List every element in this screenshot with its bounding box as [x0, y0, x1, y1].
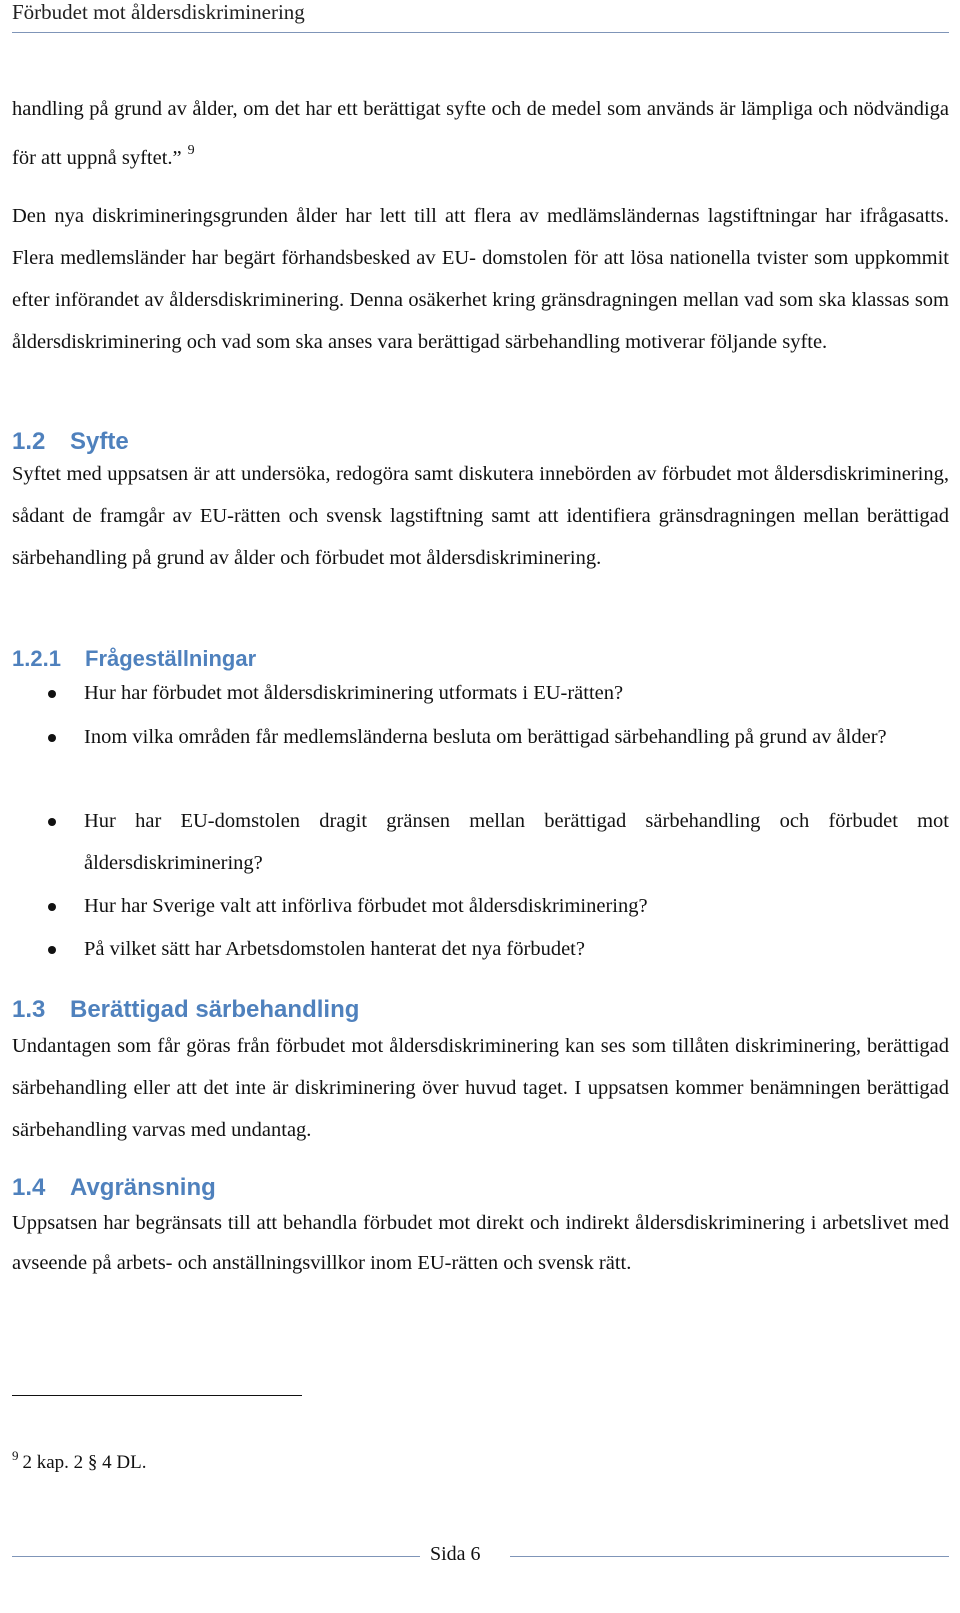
- section-number: 1.4: [12, 1174, 46, 1201]
- avgransning-paragraph: Uppsatsen har begränsats till att behandla förbudet mot direkt och indirekt åldersdiskriminering i arbetslivet med avseende på arbets- och anställningsvillkor inom EU-rätten och svensk rätt.: [12, 1212, 949, 1274]
- footer-divider-left: [12, 1556, 420, 1557]
- footnote-separator: [12, 1395, 302, 1396]
- header-divider: [12, 32, 949, 33]
- bullet-icon: [48, 690, 56, 698]
- page-number: Sida 6: [430, 1543, 481, 1565]
- intro-paragraph-1-text: handling på grund av ålder, om det har ett berättigat syfte och de medel som används är lämpliga och nödvändiga för att uppnå syftet.”: [12, 98, 949, 169]
- list-item: Hur har Sverige valt att införliva förbudet mot åldersdiskriminering?: [84, 895, 648, 917]
- intro-paragraph-1: [12, 88, 949, 179]
- syfte-paragraph: Syftet med uppsatsen är att undersöka, redogöra samt diskutera innebörden av förbudet mot åldersdiskriminering, sådant de framgår av EU-rätten och svensk lagstiftning samt att identifiera gränsdragningen mellan berättigad särbehandling på grund av ålder och förbudet mot åldersdiskriminering.: [12, 463, 949, 569]
- bullet-icon: [48, 946, 56, 954]
- list-item: På vilket sätt har Arbetsdomstolen hanterat det nya förbudet?: [84, 938, 585, 960]
- section-heading-avgransning: [12, 1174, 216, 1202]
- section-heading-syfte: [12, 428, 129, 456]
- list-item: Inom vilka områden får medlemsländerna besluta om berättigad särbehandling på grund av ålder?: [84, 726, 887, 748]
- bullet-icon: [48, 734, 56, 742]
- section-title: Berättigad särbehandling: [70, 996, 360, 1023]
- footnote-text: 2 kap. 2 § 4 DL.: [22, 1452, 147, 1473]
- running-header-title: Förbudet mot åldersdiskriminering: [12, 0, 305, 24]
- section-heading-berattigad: [12, 996, 359, 1024]
- section-heading-fragestallningar: [12, 646, 256, 672]
- footer-divider-right: [510, 1556, 949, 1557]
- bullet-icon: [48, 903, 56, 911]
- section-title: Frågeställningar: [85, 646, 257, 671]
- section-title: Avgränsning: [70, 1174, 216, 1201]
- section-number: 1.3: [12, 996, 46, 1023]
- list-item: Hur har EU-domstolen dragit gränsen mellan berättigad särbehandling och förbudet mot åldersdiskriminering?: [84, 810, 949, 874]
- intro-paragraph-2: Den nya diskrimineringsgrunden ålder har lett till att flera av medlämsländernas lagstiftningar har ifrågasatts. Flera medlemsländer har begärt förhandsbesked av EU- domstolen för att lösa nationella tvister som uppkommit efter införandet av åldersdiskriminering. Denna osäkerhet kring gränsdragningen mellan vad som ska klassas som åldersdiskriminering och vad som ska anses vara berättigad särbehandling motiverar följande syfte.: [12, 205, 949, 353]
- bullet-icon: [48, 818, 56, 826]
- footnote-reference[interactable]: 9: [187, 143, 195, 158]
- berattigad-paragraph: Undantagen som får göras från förbudet mot åldersdiskriminering kan ses som tillåten diskriminering, berättigad särbehandling eller att det inte är diskriminering över huvud taget. I uppsatsen kommer benämningen berättigad särbehandling varvas med undantag.: [12, 1035, 949, 1141]
- list-item: Hur har förbudet mot åldersdiskriminering utformats i EU-rätten?: [84, 682, 624, 704]
- section-number: 1.2.1: [12, 646, 61, 671]
- footnote-number: 9: [12, 1448, 19, 1463]
- section-number: 1.2: [12, 428, 46, 455]
- footnote: [12, 1448, 147, 1474]
- section-title: Syfte: [70, 428, 129, 455]
